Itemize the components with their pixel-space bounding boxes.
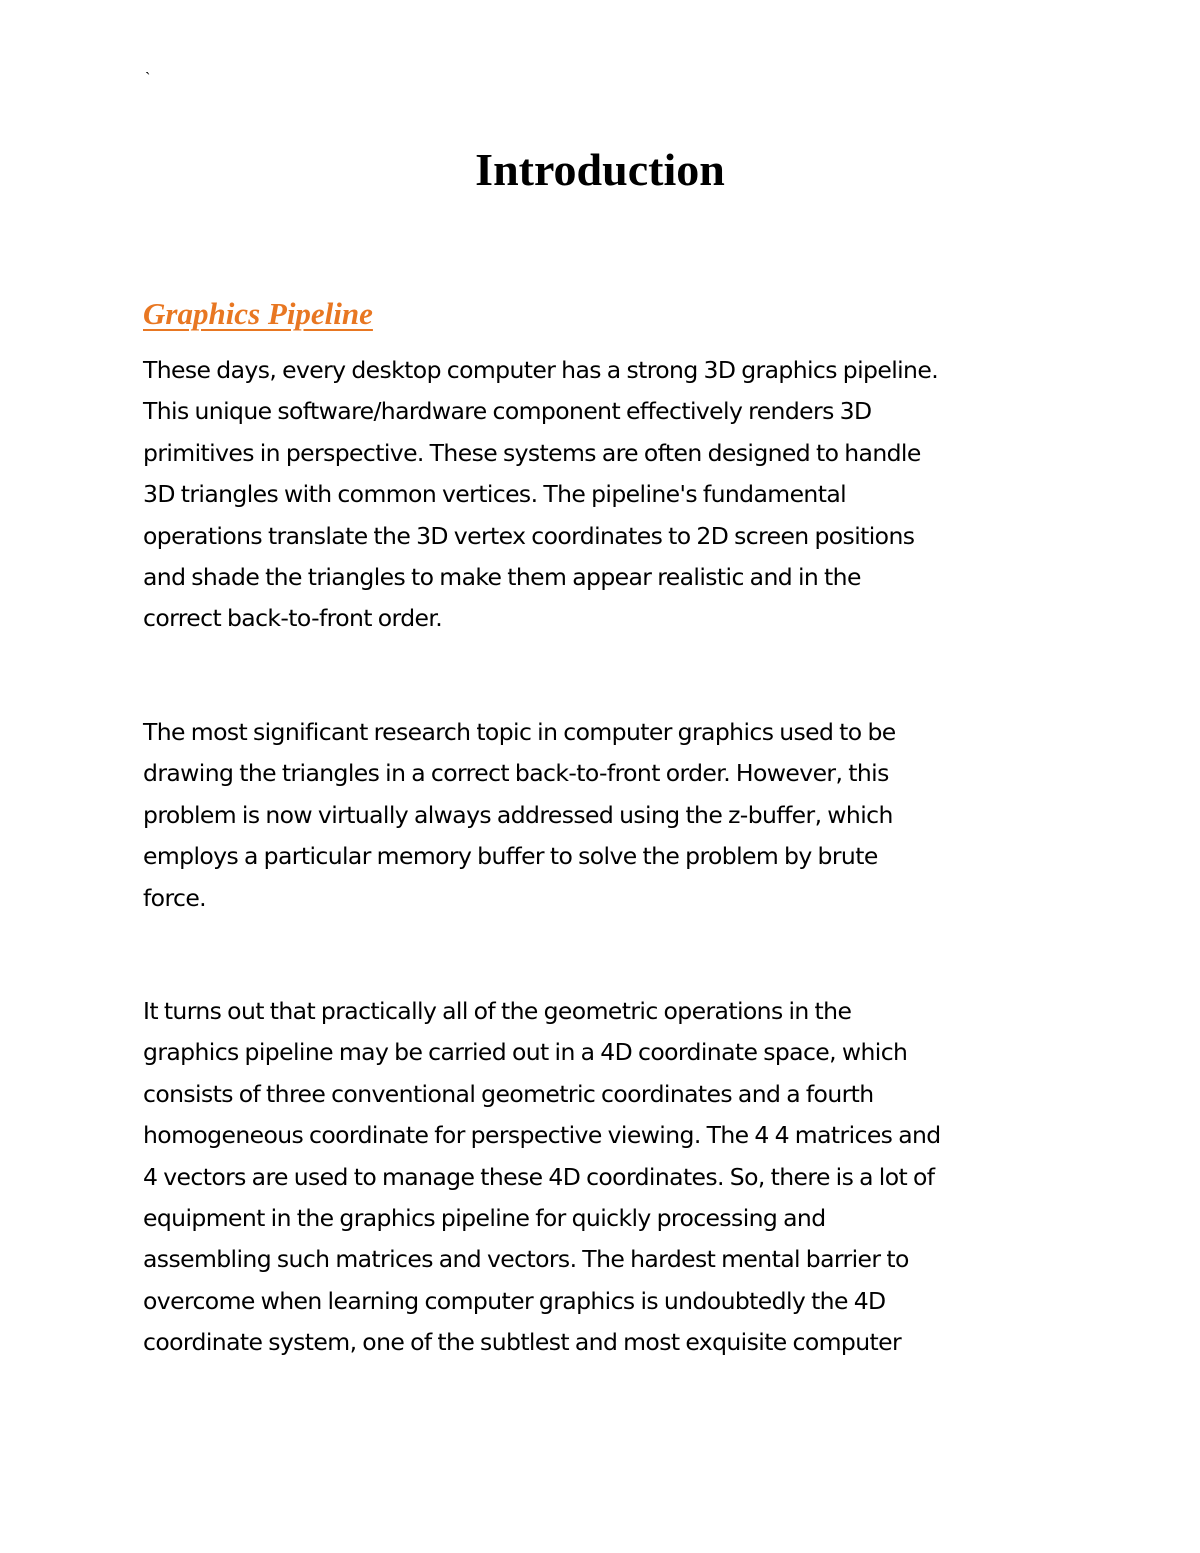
paragraph-1 <box>143 350 1083 640</box>
paragraph-2 <box>143 712 1083 919</box>
paragraph-line: operations translate the 3D vertex coordinates to 2D screen positions <box>143 521 915 550</box>
paragraph-line: correct back-to-front order. <box>143 604 443 633</box>
paragraph-line: coordinate system, one of the subtlest and most exquisite computer <box>143 1328 902 1357</box>
paragraph-line: consists of three conventional geometric coordinates and a fourth <box>143 1079 874 1108</box>
paragraph-line: It turns out that practically all of the geometric operations in the <box>143 997 852 1025</box>
paragraph-line: graphics pipeline may be carried out in a 4D coordinate space, which <box>143 1038 908 1067</box>
paragraph-line: 3D triangles with common vertices. The pipeline's fundamental <box>143 480 847 509</box>
page-title: Introduction <box>475 144 725 195</box>
paragraph-line: overcome when learning computer graphics is undoubtedly the 4D <box>143 1286 886 1315</box>
paragraph-line: drawing the triangles in a correct back-to-front order. However, this <box>143 759 889 788</box>
paragraph-3 <box>143 991 1083 1364</box>
paragraph-line: 4 vectors are used to manage these 4D coordinates. So, there is a lot of <box>143 1162 935 1191</box>
paragraph-line: This unique software/hardware component effectively renders 3D <box>143 397 872 426</box>
stray-mark: ` <box>145 70 151 87</box>
paragraph-line: primitives in perspective. These systems are often designed to handle <box>143 438 921 467</box>
paragraph-line: problem is now virtually always addressed using the z-buffer, which <box>143 800 893 829</box>
paragraph-line: employs a particular memory buffer to solve the problem by brute <box>143 842 878 871</box>
paragraph-line: assembling such matrices and vectors. The hardest mental barrier to <box>143 1245 909 1274</box>
paragraph-line: These days, every desktop computer has a strong 3D graphics pipeline. <box>143 356 939 384</box>
paragraph-line: force. <box>143 883 207 912</box>
paragraph-line: The most significant research topic in computer graphics used to be <box>143 718 896 746</box>
paragraph-line: equipment in the graphics pipeline for quickly processing and <box>143 1204 826 1233</box>
section-heading: Graphics Pipeline <box>143 296 373 331</box>
paragraph-line: and shade the triangles to make them appear realistic and in the <box>143 563 861 592</box>
paragraph-line: homogeneous coordinate for perspective viewing. The 4 4 matrices and <box>143 1121 941 1150</box>
